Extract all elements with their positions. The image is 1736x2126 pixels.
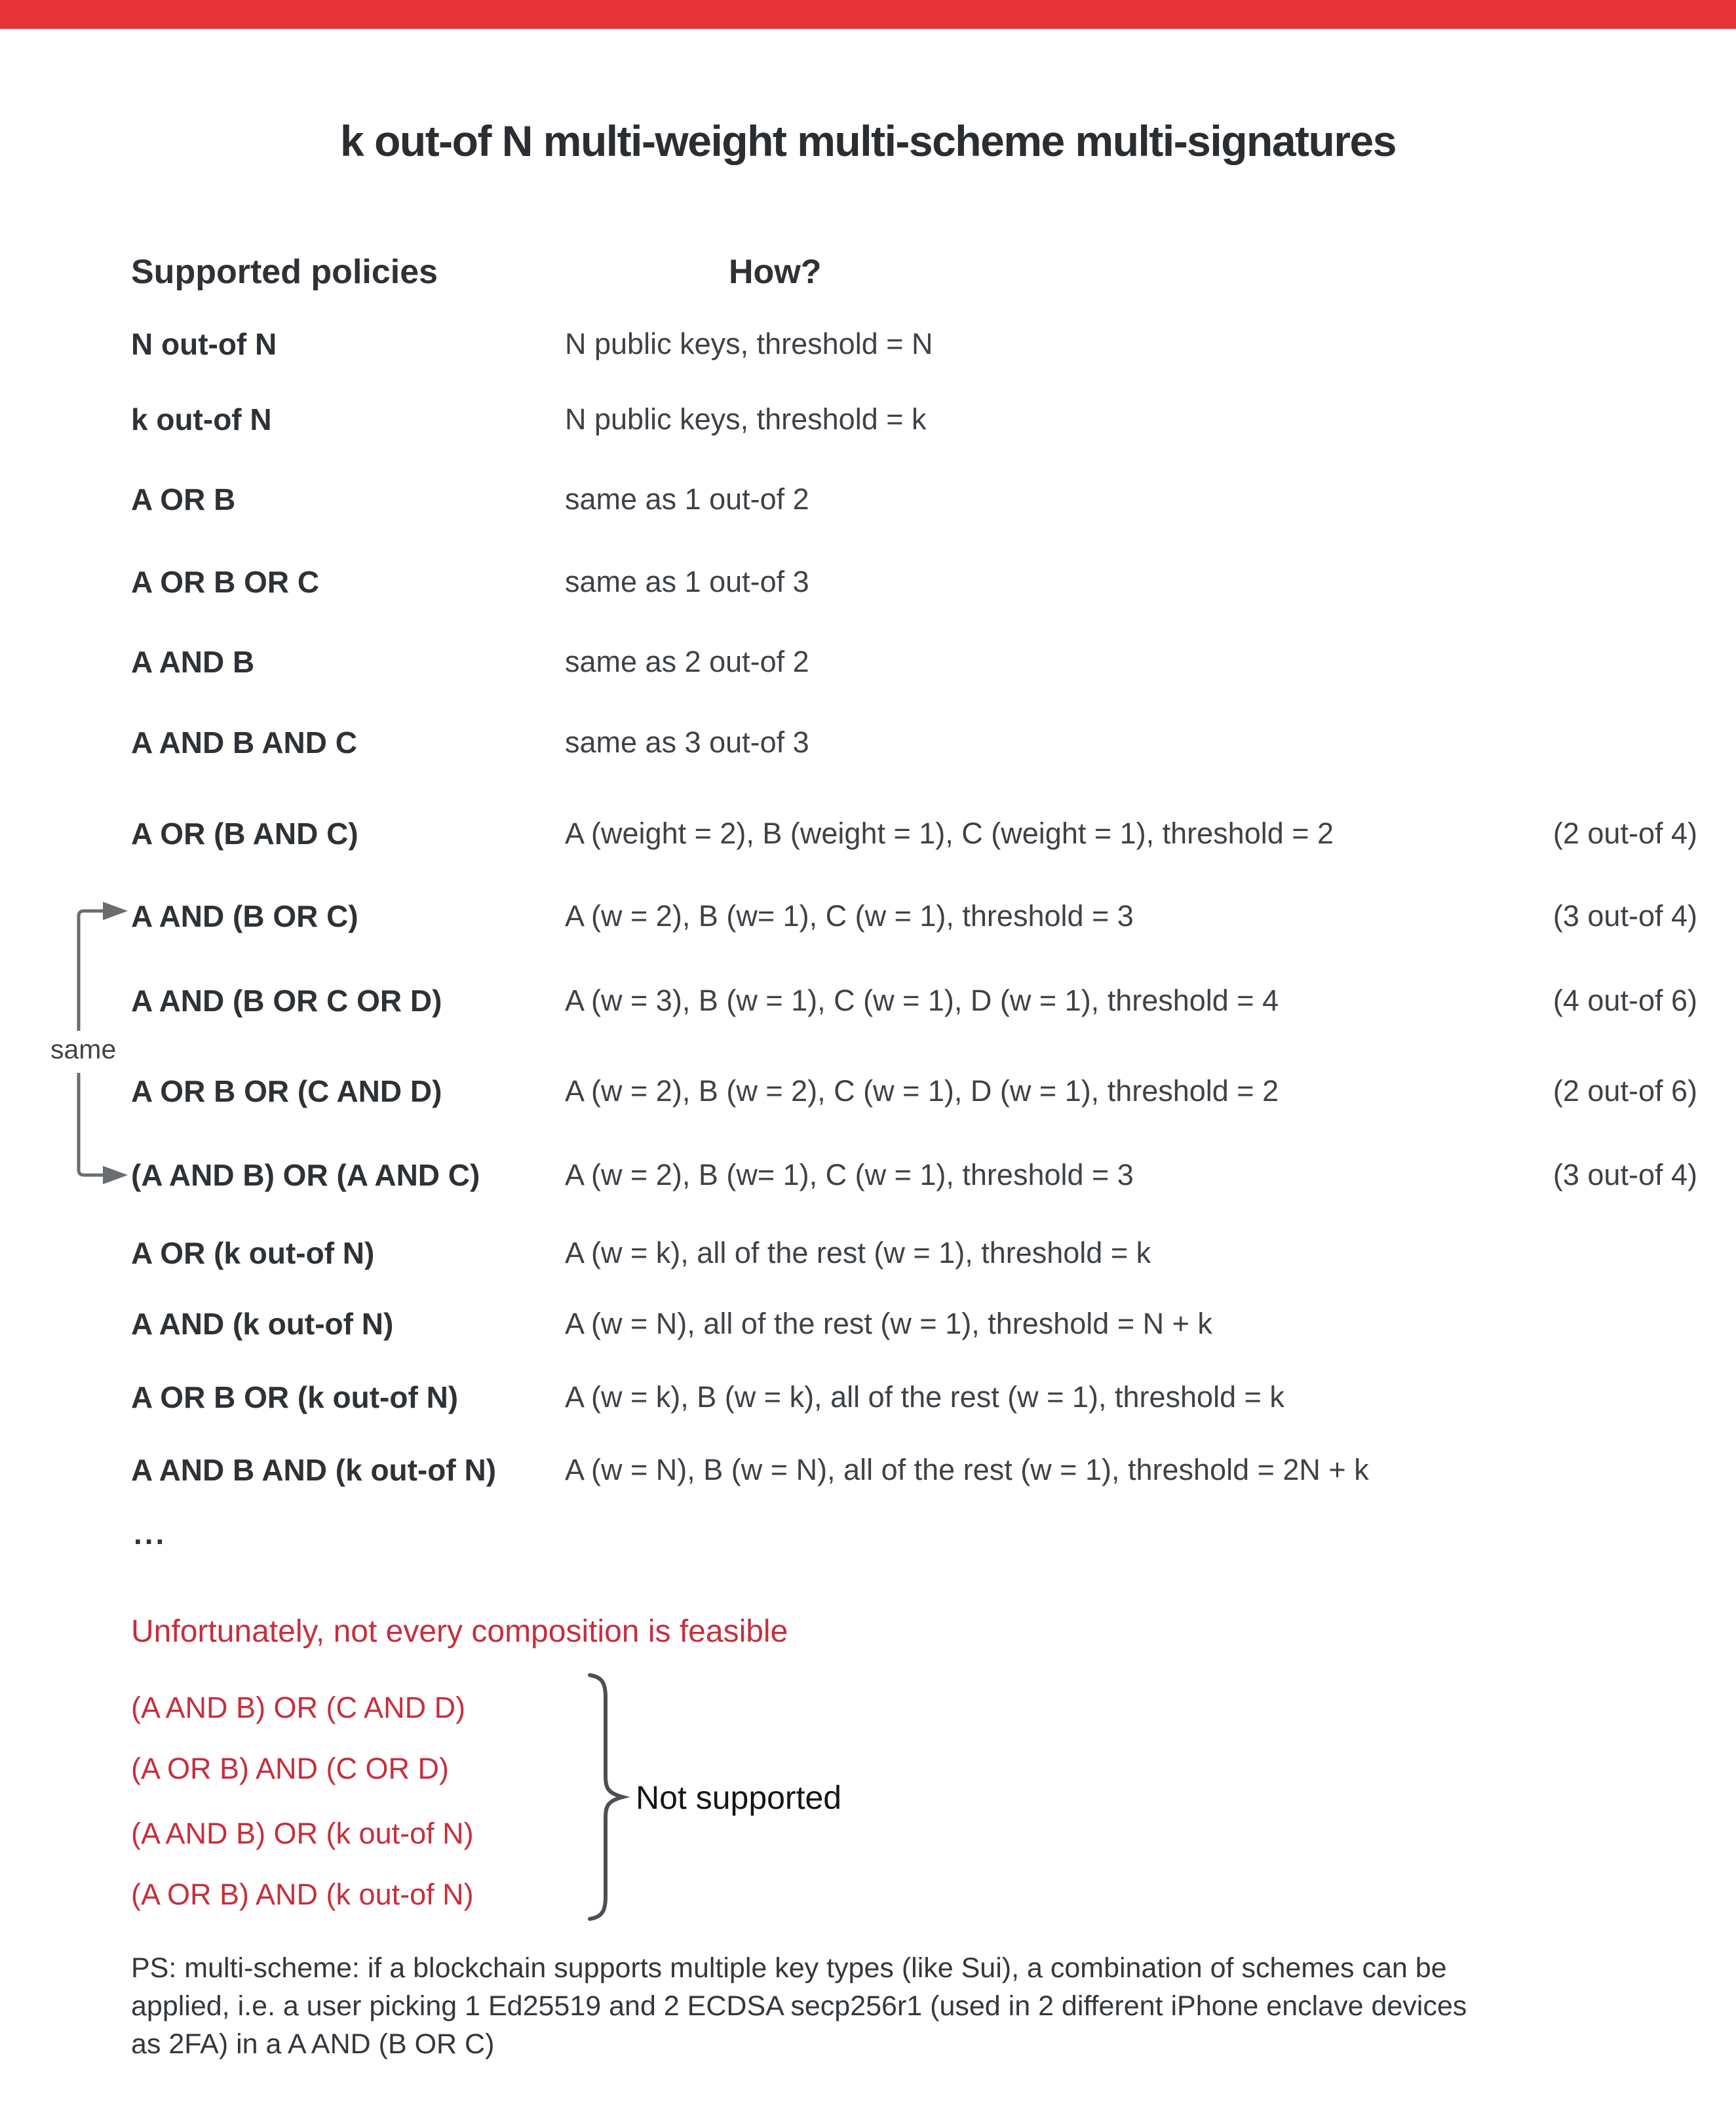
table-row [131, 1305, 1697, 1342]
policy-label: A AND B AND (k out-of N) [131, 1453, 497, 1487]
table-row [131, 1157, 1697, 1193]
infeasible-item: (A AND B) OR (C AND D) [131, 1691, 466, 1724]
how-text: A (w = 2), B (w= 1), C (w = 1), threshold = 3 [565, 899, 1134, 933]
table-row [131, 401, 1697, 438]
column-header-supported-policies: Supported policies [131, 253, 438, 291]
table-row [131, 724, 1697, 761]
how-text: A (w = N), all of the rest (w = 1), threshold = N + k [565, 1307, 1212, 1340]
table-row [131, 326, 1697, 362]
table-row [131, 481, 1697, 518]
policy-label: A AND (B OR C) [131, 899, 358, 933]
top-accent-bar [0, 0, 1736, 29]
curly-brace-icon [582, 1672, 634, 1922]
equiv-note: (3 out-of 4) [1553, 899, 1697, 933]
not-supported-label: Not supported [636, 1779, 842, 1816]
equiv-note: (4 out-of 6) [1553, 984, 1697, 1017]
ps-note-line: applied, i.e. a user picking 1 Ed25519 and 2 ECDSA secp256r1 (used in 2 different iPhone enclave devices [131, 1990, 1467, 2022]
equiv-note: (2 out-of 4) [1553, 817, 1697, 850]
policy-label: A AND (k out-of N) [131, 1307, 394, 1341]
table-row [131, 1073, 1697, 1110]
ps-note-line: PS: multi-scheme: if a blockchain supports multiple key types (like Sui), a combination of schemes can be [131, 1952, 1447, 1984]
policy-label: A AND B AND C [131, 725, 357, 760]
how-text: N public keys, threshold = N [565, 327, 933, 360]
table-row [131, 1452, 1697, 1488]
same-annotation-label: same [48, 1034, 118, 1065]
policy-label: A OR B OR C [131, 565, 320, 599]
how-text: A (w = k), all of the rest (w = 1), threshold = k [565, 1236, 1151, 1269]
policy-label: A OR B [131, 482, 236, 516]
equiv-note: (2 out-of 6) [1553, 1074, 1697, 1108]
ps-note-line: as 2FA) in a A AND (B OR C) [131, 2028, 495, 2060]
how-text: N public keys, threshold = k [565, 402, 927, 436]
policy-label: k out-of N [131, 402, 272, 436]
how-text: A (weight = 2), B (weight = 1), C (weight = 1), threshold = 2 [565, 817, 1334, 850]
infeasible-heading: Unfortunately, not every composition is feasible [131, 1614, 788, 1649]
column-header-how: How? [729, 253, 822, 291]
policy-label: (A AND B) OR (A AND C) [131, 1158, 480, 1192]
policy-label: A OR (k out-of N) [131, 1236, 375, 1270]
page-title: k out-of N multi-weight multi-scheme multi-signatures [340, 117, 1396, 165]
how-text: same as 3 out-of 3 [565, 725, 809, 759]
ps-note [131, 1949, 1467, 2063]
table-row [131, 1379, 1697, 1416]
how-text: same as 1 out-of 3 [565, 565, 809, 598]
infeasible-item: (A AND B) OR (k out-of N) [131, 1817, 474, 1850]
policy-label: N out-of N [131, 327, 277, 361]
table-row [131, 564, 1697, 600]
policy-label: A OR (B AND C) [131, 817, 358, 851]
how-text: A (w = k), B (w = k), all of the rest (w = 1), threshold = k [565, 1380, 1284, 1414]
how-text: A (w = 2), B (w= 1), C (w = 1), threshold = 3 [565, 1158, 1134, 1191]
how-text: A (w = N), B (w = N), all of the rest (w = 1), threshold = 2N + k [565, 1453, 1369, 1486]
policy-label: A OR B OR (k out-of N) [131, 1380, 459, 1414]
how-text: same as 1 out-of 2 [565, 482, 809, 516]
how-text: A (w = 3), B (w = 1), C (w = 1), D (w = 1), threshold = 4 [565, 984, 1279, 1017]
infeasible-item: (A OR B) AND (k out-of N) [131, 1878, 474, 1911]
how-text: A (w = 2), B (w = 2), C (w = 1), D (w = 1), threshold = 2 [565, 1074, 1279, 1108]
policy-label: A AND (B OR C OR D) [131, 984, 442, 1018]
table-row [131, 1235, 1697, 1271]
table-row [131, 644, 1697, 680]
table-row [131, 898, 1697, 935]
policy-label: A AND B [131, 645, 255, 679]
infeasible-item: (A OR B) AND (C OR D) [131, 1752, 450, 1785]
equiv-note: (3 out-of 4) [1553, 1158, 1697, 1191]
more-rows-ellipsis: ... [134, 1517, 167, 1551]
table-row [131, 815, 1697, 852]
how-text: same as 2 out-of 2 [565, 645, 809, 678]
policy-label: A OR B OR (C AND D) [131, 1074, 442, 1108]
table-row [131, 982, 1697, 1019]
